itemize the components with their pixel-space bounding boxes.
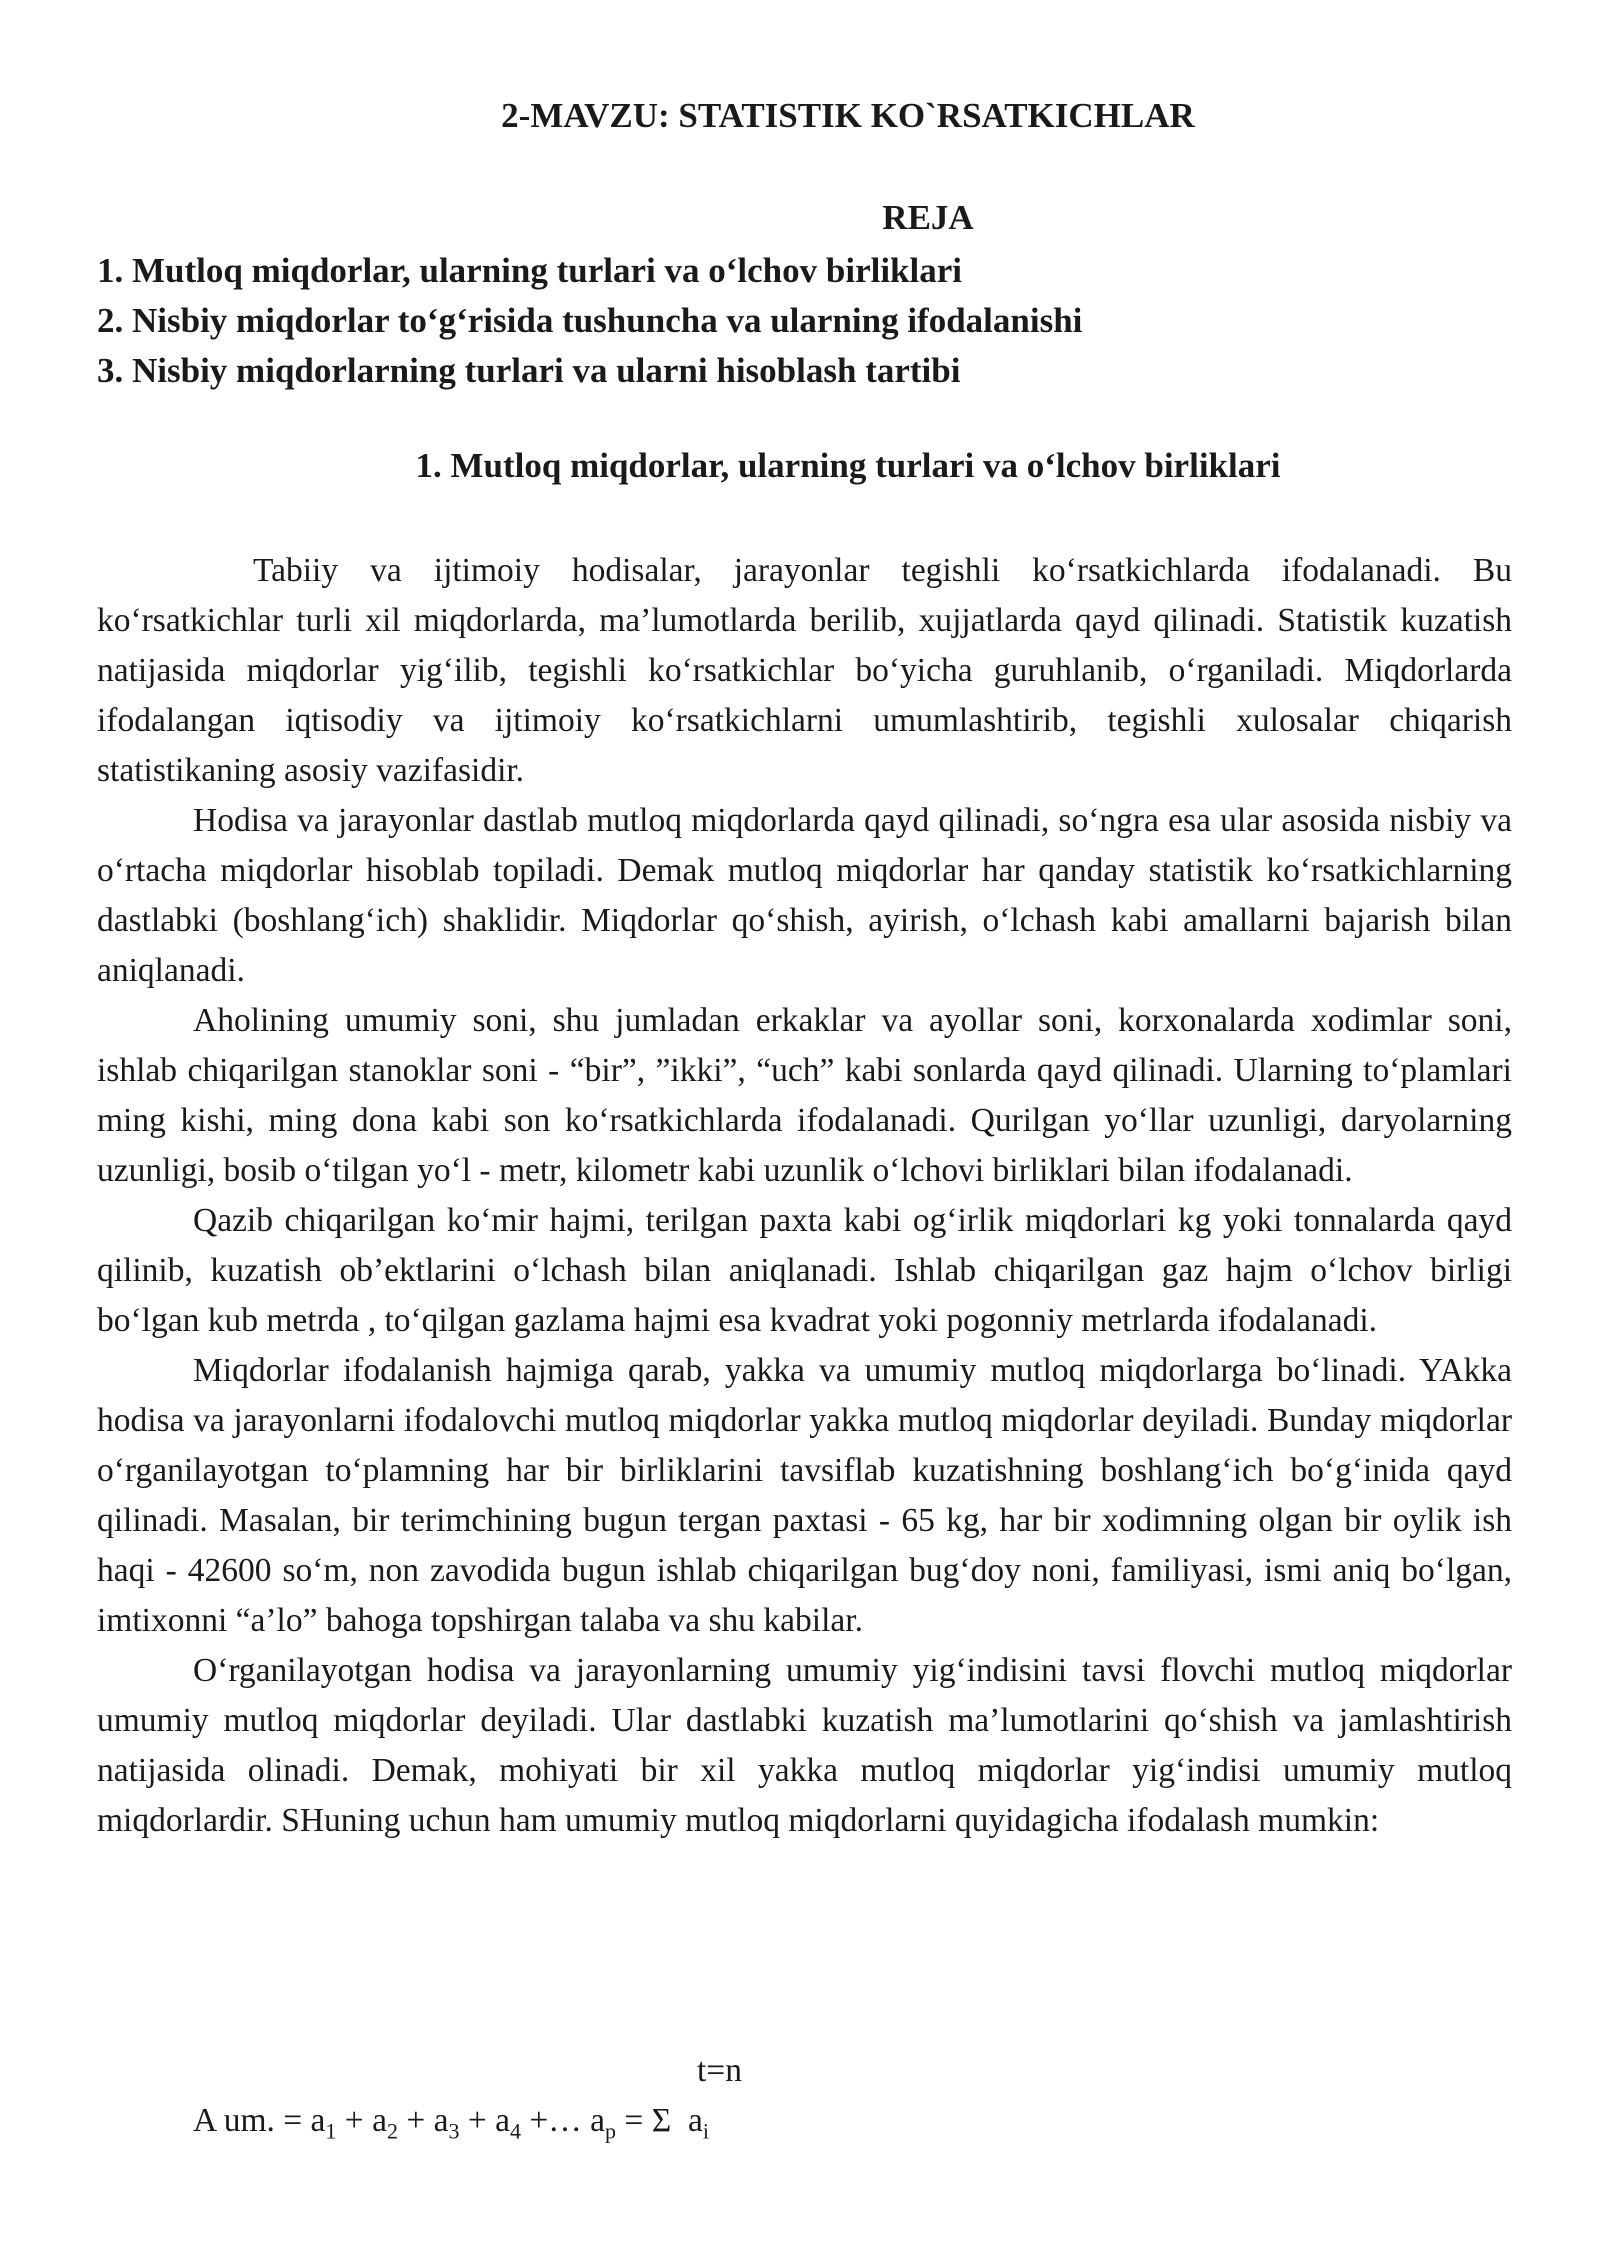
section-heading: 1. Mutloq miqdorlar, ularning turlari va o‘lchov birliklari — [415, 446, 1281, 485]
plan-list — [97, 246, 1517, 396]
formula-upper-limit: t=n — [697, 2052, 742, 2089]
formula-term: $a_1$ — [310, 2102, 337, 2144]
paragraph: Qazib chiqarilgan ko‘mir hajmi, terilgan paxta kabi og‘irlik miqdorlari kg yoki tonnalarda qayd qilinib, kuzatish ob’ektlarini o‘lchash bilan aniqlanadi. Ishlab chiqarilgan gaz hajm o‘lchov birligi bo‘lgan kub metrda , to‘qilgan gazlama hajmi esa kvadrat yoki pogonniy metrlarda ifodalanadi. — [97, 1202, 1512, 1339]
sigma-symbol: Σ — [651, 2102, 672, 2139]
paragraph: Aholining umumiy soni, shu jumladan erkaklar va ayollar soni, korxonalarda xodimlar soni, ishlab chiqarilgan stanoklar soni - “bir”, ”ikki”, “uch” kabi sonlarda qayd qilinadi. Ularning to‘plamlari ming kishi, ming dona kabi son ko‘rsatkichlarda ifodalanadi. Qurilgan yo‘llar uzunligi, daryolarning uzunligi, bosib o‘tilgan yo‘l - metr, kilometr kabi uzunlik o‘lchovi birliklari bilan ifodalanadi. — [97, 1002, 1512, 1189]
formula-term: $a_2$ — [372, 2102, 398, 2144]
formula-term: $a_4$ — [495, 2102, 522, 2144]
paragraph: Miqdorlar ifodalanish hajmiga qarab, yakka va umumiy mutloq miqdorlarga bo‘linadi. YAkka hodisa va jarayonlarni ifodalovchi mutloq miqdorlar yakka mutloq miqdorlar deyiladi. Bunday miqdorlar o‘rganilayotgan to‘plamning har bir birliklarini tavsiflab kuzatishning boshlang‘ich bo‘g‘inida qayd qilinadi. Masalan, bir terimchining bugun tergan paxtasi - 65 kg, har bir xodimning olgan bir oylik ish haqi - 42600 so‘m, non zavodida bugun ishlab chiqarilgan bug‘doy noni, familiyasi, ismi aniq bo‘lgan, imtixonni “a’lo” bahoga topshirgan talaba va shu kabilar. — [97, 1352, 1512, 1639]
plan-item: 3. Nisbiy miqdorlarning turlari va ularni hisoblash tartibi — [97, 351, 961, 390]
formula-sum-term: $a_i$ — [687, 2102, 709, 2144]
page-title: 2-MAVZU: STATISTIK KO`RSATKICHLAR — [501, 96, 1195, 135]
body-text — [97, 546, 1512, 1846]
formula-ellipsis: … — [548, 2102, 582, 2139]
formula-term: $a_3$ — [433, 2102, 460, 2144]
plan-item: 1. Mutloq miqdorlar, ularning turlari va o‘lchov birliklari — [97, 251, 963, 290]
formula-lhs: A um. = — [193, 2102, 311, 2139]
plan-item: 2. Nisbiy miqdorlar to‘g‘risida tushuncha va ularning ifodalanishi — [97, 301, 1083, 340]
formula-term: $a_p$ — [590, 2102, 617, 2144]
paragraph: Hodisa va jarayonlar dastlab mutloq miqdorlarda qayd qilinadi, so‘ngra esa ular asosida nisbiy va o‘rtacha miqdorlar hisoblab topiladi. Demak mutloq miqdorlar har qanday statistik ko‘rsatkichlarning dastlabki (boshlang‘ich) shaklidir. Miqdorlar qo‘shish, ayirish, o‘lchash kabi amallarni bajarish bilan aniqlanadi. — [97, 802, 1512, 989]
paragraph: O‘rganilayotgan hodisa va jarayonlarning umumiy yig‘indisini tavsi flovchi mutloq miqdorlar umumiy mutloq miqdorlar deyiladi. Ular dastlabki kuzatish ma’lumotlarini qo‘shish va jamlashtirish natijasida olinadi. Demak, mohiyati bir xil yakka mutloq miqdorlar yig‘indisi umumiy mutloq miqdorlardir. SHuning uchun ham umumiy mutloq miqdorlarni quyidagicha ifodalash mumkin: — [97, 1652, 1512, 1839]
paragraph: Tabiiy va ijtimoiy hodisalar, jarayonlar tegishli ko‘rsatkichlarda ifodalanadi. Bu ko‘rsatkichlar turli xil miqdorlarda, ma’lumotlarda berilib, xujjatlarda qayd qilinadi. Statistik kuzatish natijasida miqdorlar yig‘ilib, tegishli ko‘rsatkichlar bo‘yicha guruhlanib, o‘rganiladi. Miqdorlarda ifodalangan iqtisodiy va ijtimoiy ko‘rsatkichlarni umumlashtirib, tegishli xulosalar chiqarish statistikaning asosiy vazifasidir. — [97, 552, 1512, 789]
formula: A um. = $a_1 + a_2 + a_3 + a_4$ +… $a_p = \Sigma$ $a_i$ — [193, 2102, 709, 2144]
plan-heading: REJA — [882, 198, 974, 237]
